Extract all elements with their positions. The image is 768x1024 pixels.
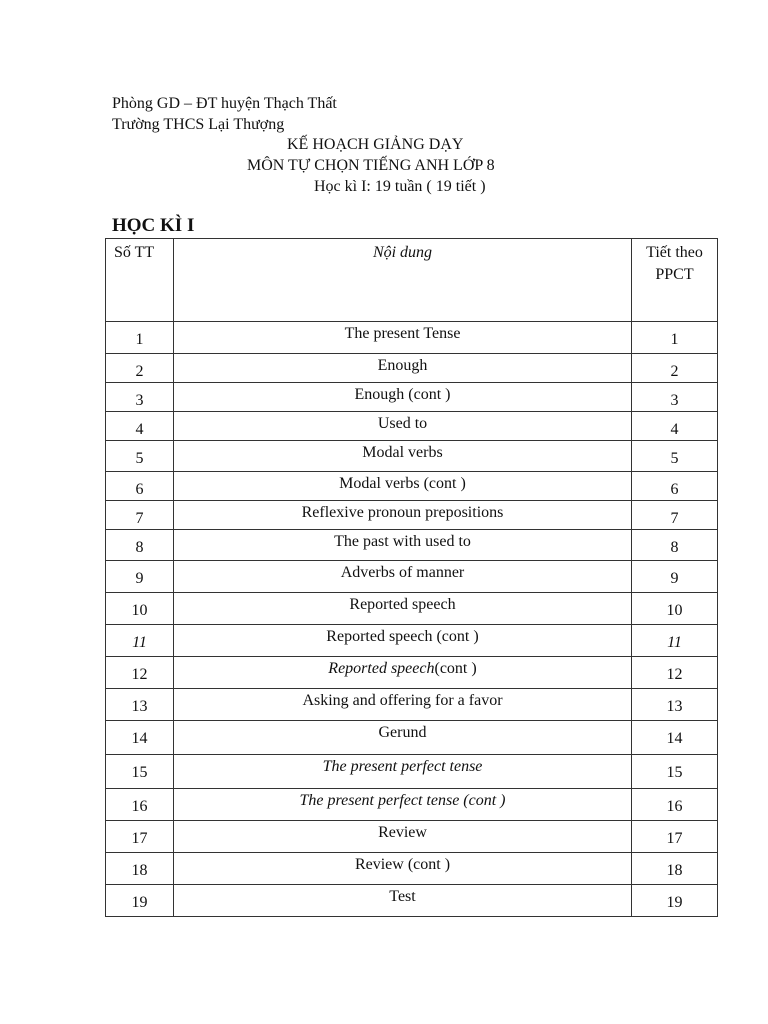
row-content: Gerund [174,721,632,755]
row-number: 4 [106,412,174,441]
row-content: Test [174,885,632,917]
row-content: Asking and offering for a favor [174,689,632,721]
row-period: 14 [632,721,718,755]
section-title: HỌC KÌ I [112,215,195,236]
table-row [106,383,718,412]
row-number: 10 [106,593,174,625]
row-period: 4 [632,412,718,441]
table-row [106,625,718,657]
row-number: 19 [106,885,174,917]
table-row [106,530,718,561]
table-row [106,472,718,501]
row-period: 2 [632,354,718,383]
column-header-period: Tiết theo PPCT [632,239,718,322]
table-row [106,412,718,441]
row-period: 17 [632,821,718,853]
table-row [106,501,718,530]
row-content: Review (cont ) [174,853,632,885]
row-period: 12 [632,657,718,689]
document-title: KẾ HOẠCH GIẢNG DẠY [287,136,464,153]
row-content: Reflexive pronoun prepositions [174,501,632,530]
department-line: Phòng GD – ĐT huyện Thạch Thất [112,95,337,112]
row-number: 14 [106,721,174,755]
row-number: 1 [106,322,174,354]
table-row [106,789,718,821]
row-content: Used to [174,412,632,441]
row-period: 11 [632,625,718,657]
row-content: Enough (cont ) [174,383,632,412]
table-row [106,561,718,593]
row-content-italic: Reported speech [328,660,435,677]
row-period: 1 [632,322,718,354]
row-period: 19 [632,885,718,917]
row-period: 18 [632,853,718,885]
row-content: The present perfect tense (cont ) [174,789,632,821]
table-row [106,821,718,853]
row-content: Modal verbs (cont ) [174,472,632,501]
row-content-rest: (cont ) [434,660,477,677]
row-period: 8 [632,530,718,561]
row-number: 8 [106,530,174,561]
row-number: 16 [106,789,174,821]
table-row [106,322,718,354]
school-line: Trường THCS Lại Thượng [112,116,285,133]
row-period: 6 [632,472,718,501]
row-content: Adverbs of manner [174,561,632,593]
row-number: 7 [106,501,174,530]
row-period: 5 [632,441,718,472]
row-period: 7 [632,501,718,530]
row-period: 9 [632,561,718,593]
table-row [106,721,718,755]
table-header-row [106,239,718,322]
table-row [106,885,718,917]
row-content: Enough [174,354,632,383]
row-number: 2 [106,354,174,383]
row-period: 13 [632,689,718,721]
row-period: 3 [632,383,718,412]
lesson-plan-table [105,238,718,917]
row-number: 11 [106,625,174,657]
table-row [106,853,718,885]
row-number: 6 [106,472,174,501]
row-number: 3 [106,383,174,412]
row-content: Modal verbs [174,441,632,472]
table-row [106,354,718,383]
row-number: 15 [106,755,174,789]
table-row [106,593,718,625]
row-period: 16 [632,789,718,821]
row-number: 13 [106,689,174,721]
row-number: 5 [106,441,174,472]
row-number: 9 [106,561,174,593]
row-content: Reported speech [174,593,632,625]
row-number: 12 [106,657,174,689]
term-info: Học kì I: 19 tuần ( 19 tiết ) [314,178,486,195]
column-header-number: Số TT [106,239,174,322]
row-number: 17 [106,821,174,853]
row-content: The past with used to [174,530,632,561]
row-content [174,657,632,689]
table-row [106,689,718,721]
table-row [106,441,718,472]
row-period: 15 [632,755,718,789]
row-content: Review [174,821,632,853]
row-number: 18 [106,853,174,885]
table-row [106,657,718,689]
row-content: The present perfect tense [174,755,632,789]
column-header-content: Nội dung [174,239,632,322]
row-content: The present Tense [174,322,632,354]
document-subtitle: MÔN TỰ CHỌN TIẾNG ANH LỚP 8 [247,157,495,174]
row-content: Reported speech (cont ) [174,625,632,657]
table-row [106,755,718,789]
row-period: 10 [632,593,718,625]
